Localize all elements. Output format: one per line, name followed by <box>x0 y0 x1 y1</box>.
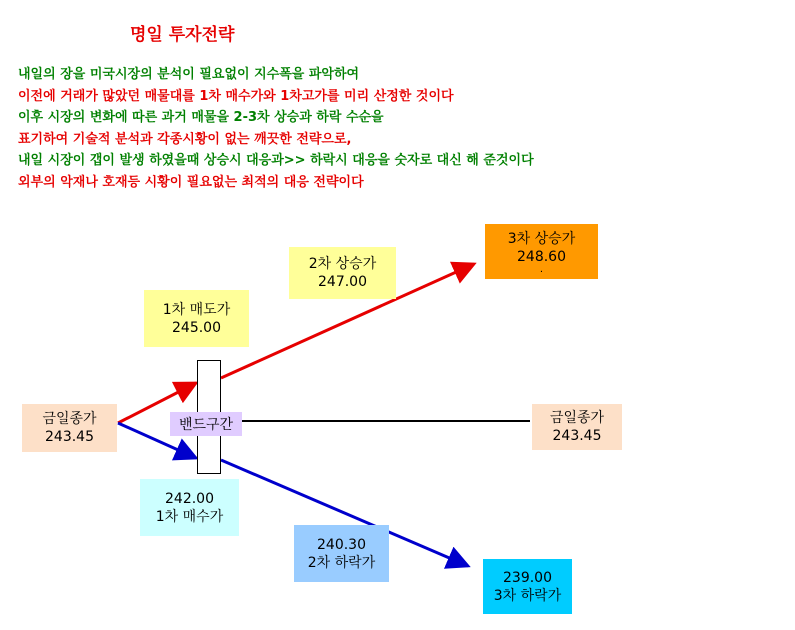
page-title: 명일 투자전략 <box>130 25 235 45</box>
fall3-box <box>483 559 572 614</box>
rise3-mark: . <box>539 263 544 275</box>
band-label: 밴드구간 <box>170 412 242 436</box>
buy1-box <box>140 479 239 536</box>
fall2-value: 240.30 <box>317 536 366 553</box>
buy1-value: 242.00 <box>165 490 214 507</box>
description-line: 이전에 거래가 많았던 매물대를 1차 매수가와 1차고가를 미리 산정한 것이다 <box>18 88 454 104</box>
close-right-label: 금일종가 <box>549 410 605 426</box>
description-line: 표기하여 기술적 분석과 각종시황이 없는 깨끗한 전략으로, <box>18 131 352 147</box>
rise3-label: 3차 상승가 <box>507 230 576 247</box>
description-line: 이후 시장의 변화에 따른 과거 매물을 2-3차 상승과 하락 수순을 <box>18 110 384 125</box>
close-left-value: 243.45 <box>45 429 94 445</box>
sell1-box <box>144 290 249 347</box>
fall2-label: 2차 하락가 <box>307 554 376 571</box>
buy1-label: 1차 매수가 <box>155 508 224 525</box>
rise2-label: 2차 상승가 <box>308 256 377 272</box>
description-line: 외부의 악재나 호재등 시황이 필요없는 최적의 대응 전략이다 <box>18 174 364 190</box>
description-line: 내일 시장이 갭이 발생 하였을때 상승시 대응과>> 하락시 대응을 숫자로 대신 해 준것이다 <box>18 153 534 168</box>
rise3-box <box>485 224 598 279</box>
rise2-value: 247.00 <box>318 274 367 290</box>
fall3-value: 239.00 <box>503 569 552 586</box>
rise2-box <box>289 247 396 299</box>
close-left-label: 금일종가 <box>42 411 97 427</box>
rise3-value: 248.60 <box>517 248 566 265</box>
close-right-box <box>532 404 622 450</box>
close-right-value: 243.45 <box>552 428 602 444</box>
close-left-box <box>22 404 117 452</box>
description-line: 내일의 장을 미국시장의 분석이 필요없이 지수폭을 파악하여 <box>18 67 360 82</box>
fall2-box <box>294 525 389 582</box>
sell1-value: 245.00 <box>172 319 221 336</box>
fall3-label: 3차 하락가 <box>493 587 562 604</box>
sell1-label: 1차 매도가 <box>162 301 231 318</box>
